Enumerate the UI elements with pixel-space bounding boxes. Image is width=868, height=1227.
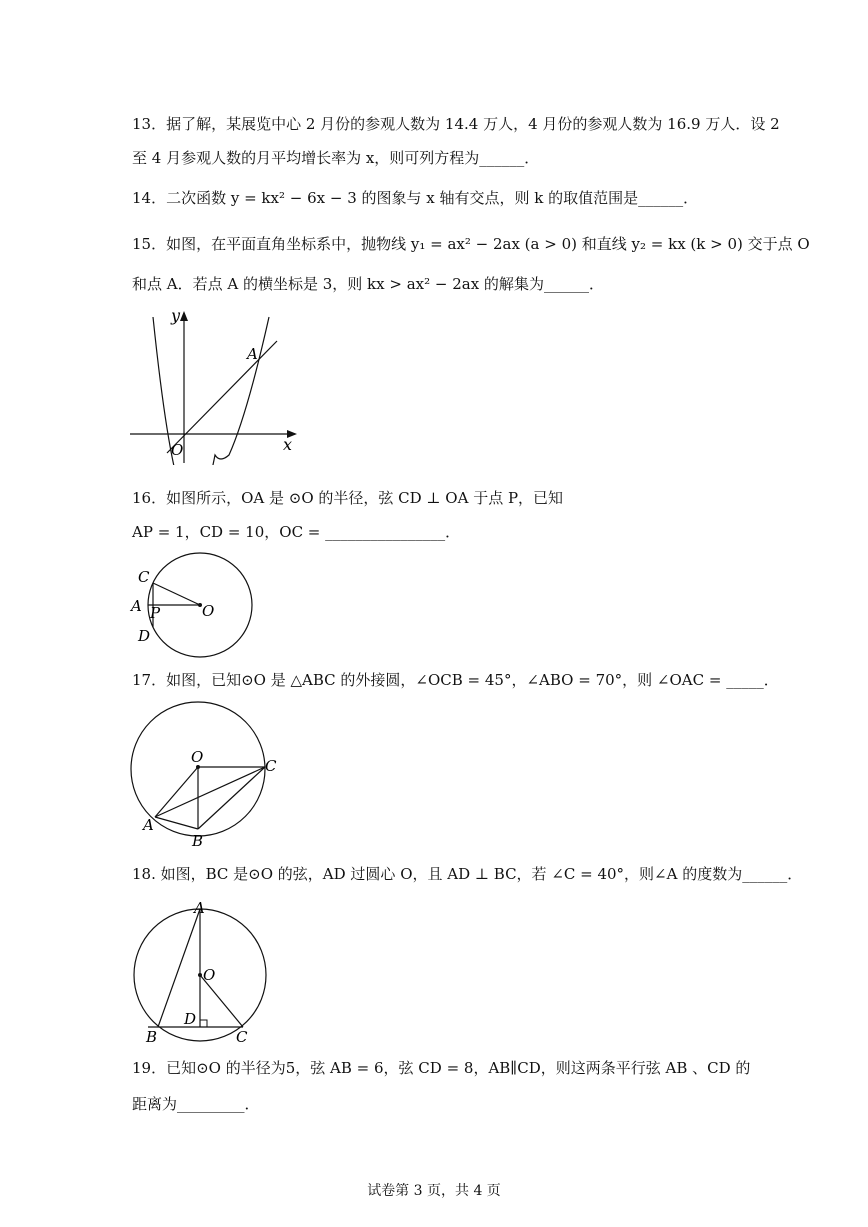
label-A: A — [194, 899, 205, 917]
label-O: O — [171, 441, 184, 459]
page-footer: 试卷第 3 页，共 4 页 — [367, 1183, 501, 1199]
segment-OA — [155, 767, 198, 817]
q16-line1: 16．如图所示，OA 是 ⊙O 的半径，弦 CD ⊥ OA 于点 P，已知 — [132, 489, 564, 507]
q15-figure — [125, 305, 315, 465]
segment-AB — [155, 817, 198, 829]
q19-line2: 距离为_________． — [132, 1095, 260, 1113]
q17-line1: 17．如图，已知⊙O 是 △ABC 的外接圆，∠OCB = 45°，∠ABO = 70°，则 ∠OAC = _____． — [132, 671, 779, 689]
label-x: x — [283, 435, 293, 454]
label-C: C — [265, 757, 277, 775]
label-B: B — [192, 832, 204, 850]
right-angle-mark — [200, 1020, 207, 1027]
q14-line1: 14．二次函数 y = kx² − 6x − 3 的图象与 x 轴有交点，则 k 的取值范围是______． — [132, 189, 699, 207]
label-A: A — [131, 597, 142, 615]
q19-line1: 19．已知⊙O 的半径为5，弦 AB = 6，弦 CD = 8，AB∥CD，则这两条平行弦 AB 、CD 的 — [132, 1059, 751, 1077]
label-O: O — [202, 602, 215, 620]
q18-line1: 18. 如图，BC 是⊙O 的弦，AD 过圆心 O，且 AD ⊥ BC，若 ∠C = 40°，则∠A 的度数为______． — [132, 865, 803, 883]
center-dot-O — [198, 973, 202, 977]
q13-line2: 至 4 月参观人数的月平均增长率为 x，则可列方程为______． — [132, 149, 540, 167]
label-C: C — [138, 568, 150, 586]
segment-OC — [153, 583, 200, 605]
label-P: P — [150, 604, 161, 622]
q15-line2: 和点 A．若点 A 的横坐标是 3，则 kx > ax² − 2ax 的解集为______． — [132, 275, 604, 293]
label-A: A — [247, 345, 258, 363]
q13-line1: 13．据了解，某展览中心 2 月份的参观人数为 14.4 万人，4 月份的参观人数为 16.9 万人．设 2 — [132, 115, 780, 133]
segment-AC — [155, 767, 265, 817]
label-O: O — [203, 966, 216, 984]
label-B: B — [146, 1028, 158, 1046]
label-A: A — [143, 816, 154, 834]
y-axis-arrow — [180, 311, 188, 321]
q17-figure — [125, 695, 285, 855]
label-D: D — [138, 627, 151, 645]
q16-figure — [128, 550, 268, 660]
label-C: C — [236, 1028, 248, 1046]
q15-line1: 15．如图，在平面直角坐标系中，抛物线 y₁ = ax² − 2ax (a > 0) 和直线 y₂ = kx (k > 0) 交于点 O — [132, 235, 810, 253]
label-O: O — [191, 748, 204, 766]
q18-figure — [128, 895, 278, 1050]
q16-line2: AP = 1，CD = 10，OC = ________________． — [132, 523, 461, 541]
label-D: D — [184, 1010, 197, 1028]
label-y: y — [171, 306, 181, 325]
segment-BC — [198, 767, 265, 829]
